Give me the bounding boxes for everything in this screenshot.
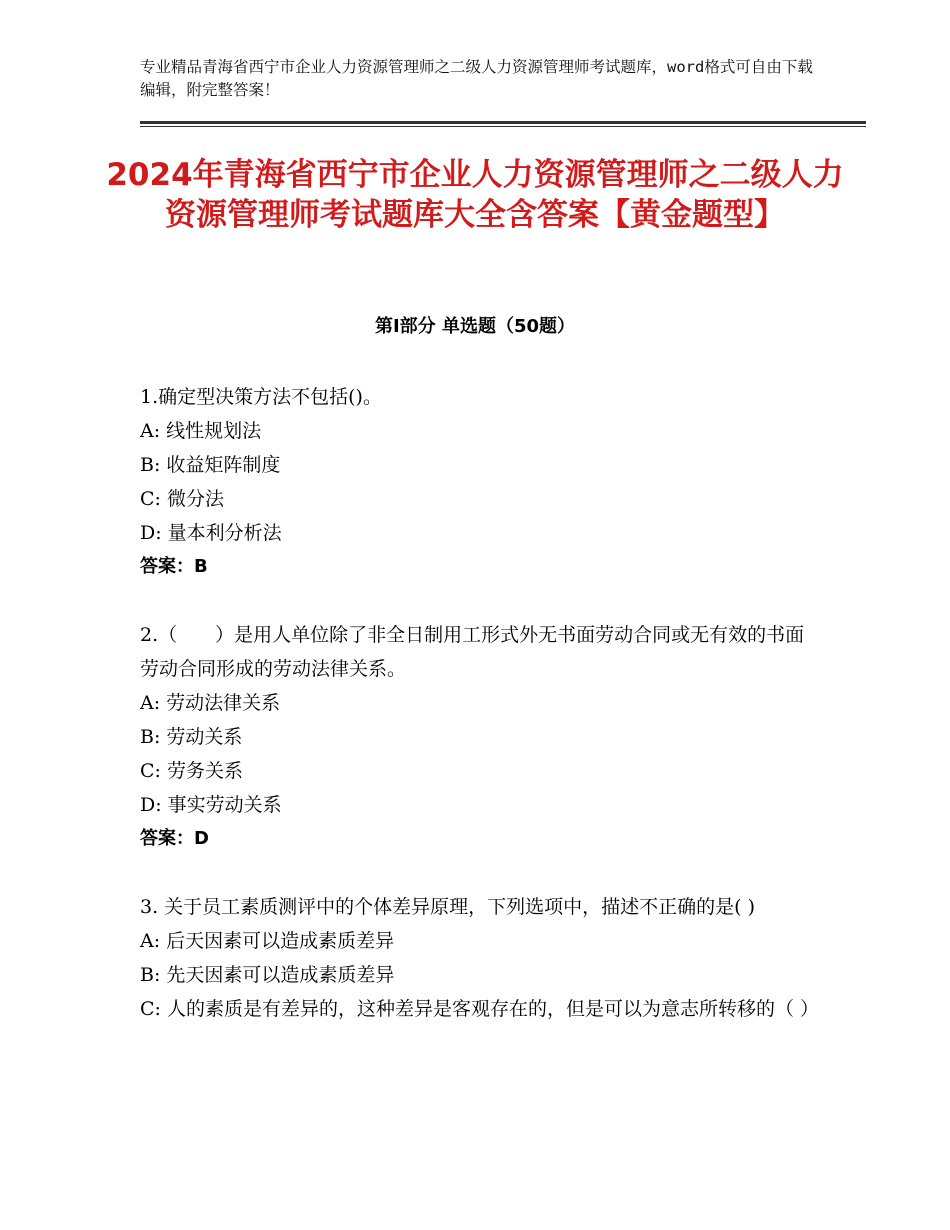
document-title: 2024年青海省西宁市企业人力资源管理师之二级人力资源管理师考试题库大全含答案【黄金题型】 bbox=[106, 157, 844, 233]
option-d: D: 量本利分析法 bbox=[140, 522, 282, 544]
question-stem: 3. 关于员工素质测评中的个体差异原理，下列选项中，描述不正确的是( ) bbox=[140, 896, 756, 918]
option-c: C: 微分法 bbox=[140, 488, 224, 510]
question-stem: 1.确定型决策方法不包括()。 bbox=[140, 386, 382, 408]
option-a: A: 后天因素可以造成素质差异 bbox=[140, 930, 395, 952]
question-list bbox=[140, 380, 820, 1060]
option-a: A: 线性规划法 bbox=[140, 420, 262, 442]
question-3 bbox=[140, 890, 820, 1026]
option-b: B: 先天因素可以造成素质差异 bbox=[140, 964, 395, 986]
answer: 答案：D bbox=[140, 828, 209, 849]
header-note: 专业精品青海省西宁市企业人力资源管理师之二级人力资源管理师考试题库，word格式可自由下载编辑，附完整答案！ bbox=[140, 58, 813, 99]
option-b: B: 收益矩阵制度 bbox=[140, 454, 281, 476]
question-1 bbox=[140, 380, 810, 584]
option-c: C: 人的素质是有差异的，这种差异是客观存在的，但是可以为意志所转移的（ ） bbox=[140, 998, 820, 1020]
option-b: B: 劳动关系 bbox=[140, 726, 243, 748]
answer: 答案：B bbox=[140, 556, 208, 577]
question-stem: 2.（ ）是用人单位除了非全日制用工形式外无书面劳动合同或无有效的书面劳动合同形成的劳动法律关系。 bbox=[140, 624, 805, 680]
option-a: A: 劳动法律关系 bbox=[140, 692, 281, 714]
header-divider-thick bbox=[140, 121, 866, 124]
option-c: C: 劳务关系 bbox=[140, 760, 243, 782]
option-d: D: 事实劳动关系 bbox=[140, 794, 282, 816]
header-divider-thin bbox=[140, 126, 866, 127]
section-heading: 第Ⅰ部分 单选题（50题） bbox=[374, 316, 575, 337]
question-2 bbox=[140, 618, 810, 856]
